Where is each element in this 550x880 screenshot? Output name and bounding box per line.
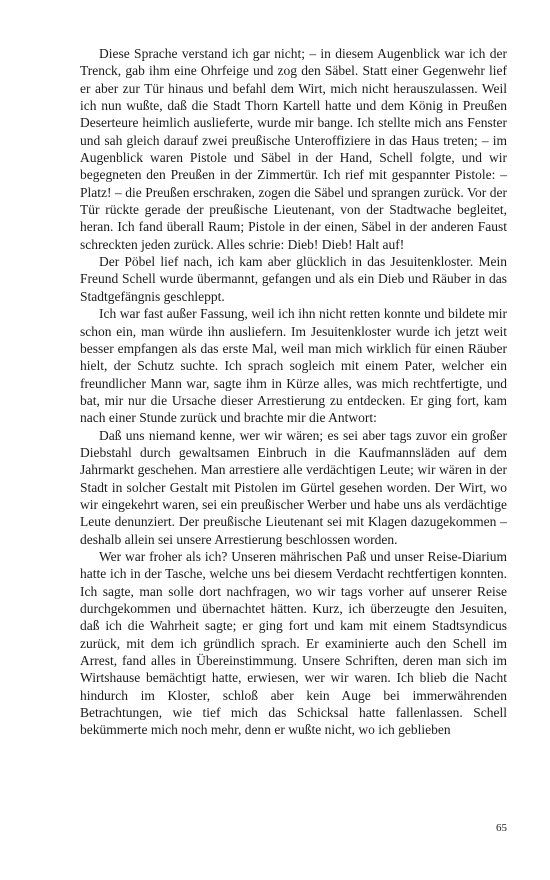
paragraph: Wer war froher als ich? Unseren mährischen Paß und unser Reise-Diarium hatte ich in der Tasche, welche uns bei diesem Verdacht rechtfertigen konnten. Ich sagte, man solle dort nachfragen, wo wir tags vorher auf unserer Reise durchgekommen und übernachtet hätten. Kurz, ich überzeugte den Jesuiten, daß ich die Wahrheit sagte; er ging fort und kam mit einem Stadtsyndicus zurück, mit dem ich gründlich sprach. Er examinierte auch den Schell im Arrest, fand alles in Übereinstimmung. Unsere Schriften, deren man sich im Wirtshause bemächtigt hatte, erwiesen, wer wir waren. Ich blieb die Nacht hindurch im Kloster, schloß aber kein Auge bei immerwährenden Betrachtungen, wie tief mich das Schicksal hatte fallenlassen. Schell bekümmerte mich noch mehr, denn er wußte nicht, wo ich geblieben	[80, 548, 507, 738]
paragraph: Daß uns niemand kenne, wer wir wären; es sei aber tags zuvor ein großer Diebstahl durch gewaltsamen Einbruch in die Kaufmannsläden auf dem Jahrmarkt geschehen. Man arrestiere alle verdächtigen Leute; wir wären in der Stadt in solcher Gestalt mit Pistolen im Gürtel gesehen worden. Der Wirt, wo wir eingekehrt waren, sei ein preußischer Werber und habe uns als verdächtige Leute denunziert. Der preußische Lieutenant sei mit Klagen dazugekommen – deshalb allein sei unsere Arrestierung beschlossen worden.	[80, 427, 507, 547]
paragraph: Ich war fast außer Fassung, weil ich ihn nicht retten konnte und bildete mir schon ein, man würde ihn ausliefern. Im Jesuitenkloster wurde ich jetzt weit besser empfangen als das erste Mal, weil man mich wirklich für einen Räuber hielt, der Schutz suchte. Ich sprach sogleich mit einem Pater, welcher ein freundlicher Mann war, sagte ihm in Kürze alles, was mich rechtfertigte, und bat, mir nur die Ursache dieser Arrestierung zu entdecken. Er ging fort, kam nach einer Stunde zurück und brachte mir die Antwort:	[80, 306, 507, 426]
paragraph: Diese Sprache verstand ich gar nicht; – in diesem Augenblick war ich der Trenck, gab ihm eine Ohrfeige und zog den Säbel. Statt einer Gegenwehr lief er aber zur Tür hinaus und befahl dem Wirt, mich nicht herauszulassen. Weil ich nun wußte, daß die Stadt Thorn Kartell hatte und dem König in Preußen Deserteure heimlich auslieferte, wurde mir bange. Ich stellte mich ans Fenster und sah gleich darauf zwei preußische Unteroffiziere in das Haus treten; – im Augenblick waren Pistole und Säbel in der Hand, Schell folgte, und wir begegneten den Preußen in der Zimmertür. Ich rief mit gespannter Pistole: – Platz! – die Preußen erschraken, zogen die Säbel und sprangen zurück. Vor der Tür rückte gerade der preußische Lieutenant, von der Stadtwache begleitet, heran. Ich fand überall Raum; Pistole in der einen, Säbel in der anderen Faust schreckten jeden zurück. Alles schrie: Dieb! Dieb! Halt auf!	[80, 46, 507, 252]
body-text	[80, 45, 507, 739]
page-number: 65	[496, 822, 507, 834]
paragraph: Der Pöbel lief nach, ich kam aber glücklich in das Jesuitenkloster. Mein Freund Schell wurde übermannt, gefangen und als ein Dieb und Räuber in das Stadtgefängnis geschleppt.	[80, 254, 507, 304]
